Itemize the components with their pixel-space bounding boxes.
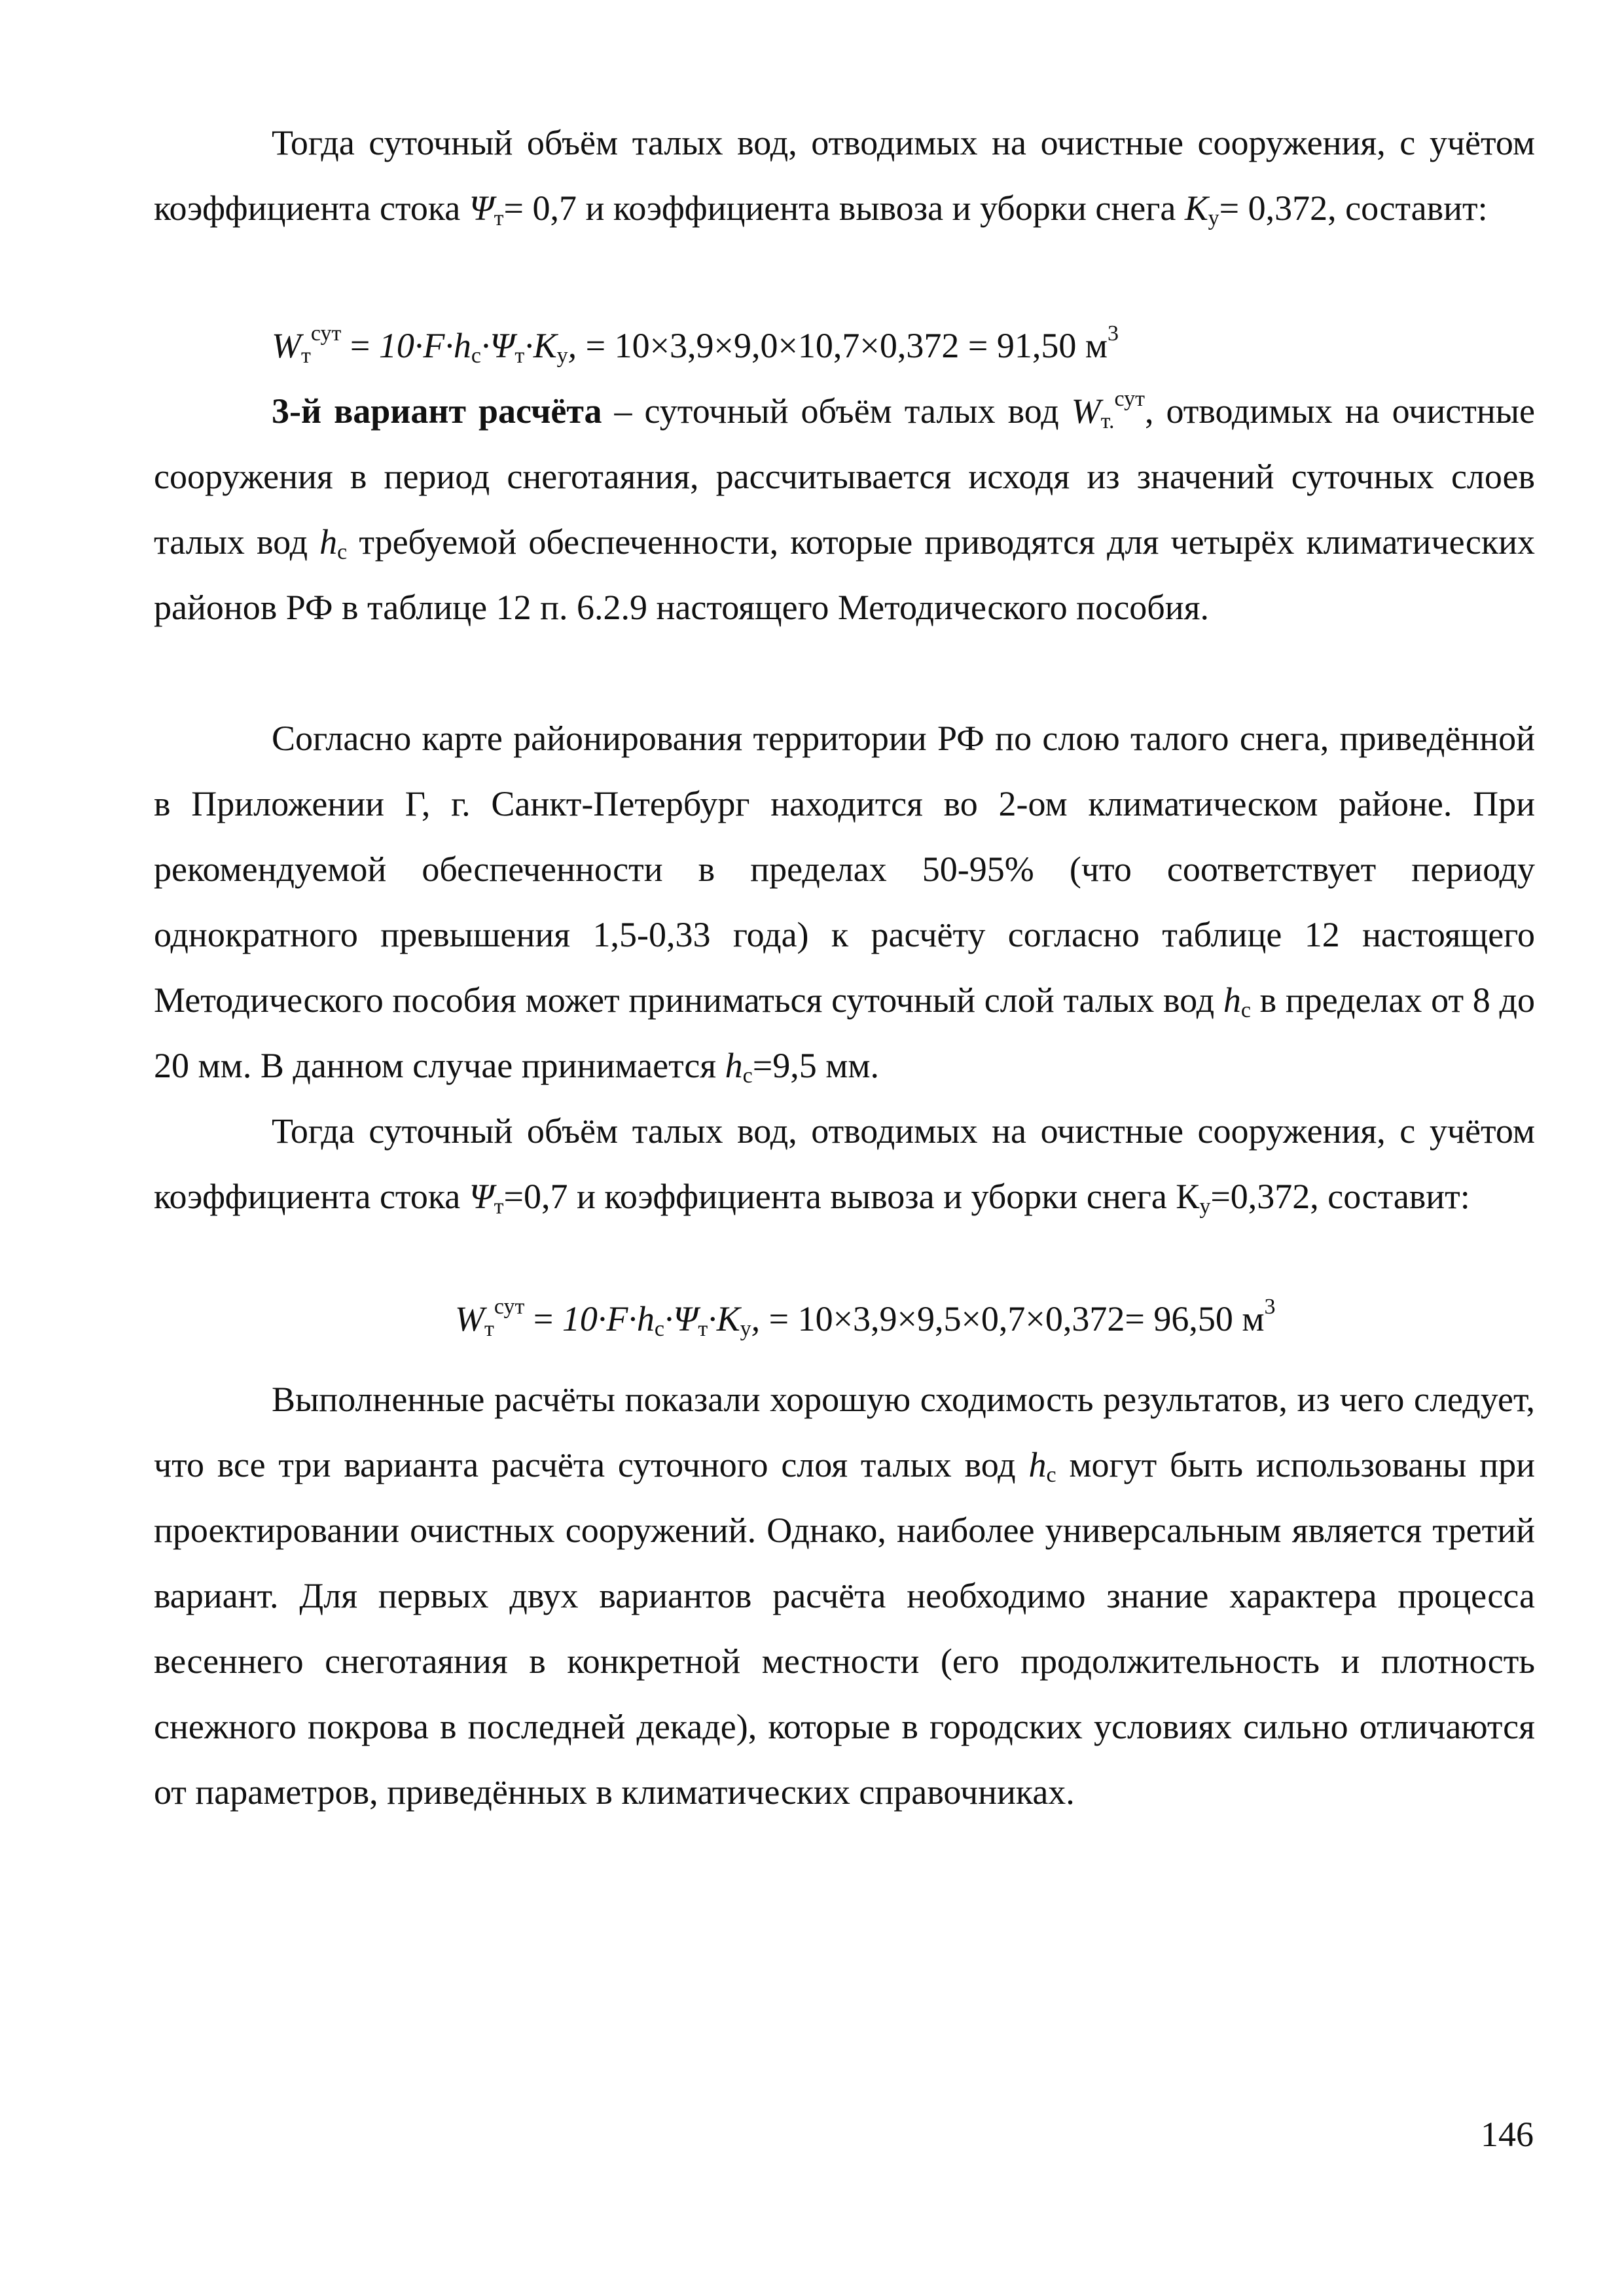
paragraph-2-h: h	[319, 522, 338, 562]
paragraph-3-text-a: Согласно карте районирования территории РФ по слою талого снега, приведённой в Приложении Г, г. Санкт-Петербург находится во 2-ом климатическом районе. При рекомендуемой обеспеченности в пределах 50-95% (что соответствует периоду однократного превышения 1,5-0,33 года) к расчёту согласно таблице 12 настоящего Методического пособия может приниматься суточный слой талых вод	[154, 719, 1535, 1020]
paragraph-3	[154, 706, 1535, 1098]
paragraph-4-block	[154, 1098, 1535, 1229]
page-number: 146	[1481, 2115, 1534, 2154]
formula-2-calc: = 10×3,9×9,5×0,7×0,372= 96,50 м	[760, 1299, 1265, 1338]
paragraph-2-bold-lead: 3-й вариант расчёта	[272, 391, 602, 431]
k-subscript: у	[1208, 206, 1219, 230]
formula-2-expr-c: ·К	[708, 1299, 740, 1338]
formula-1-expr-c: ·К	[524, 326, 557, 365]
paragraph-4-psi-symbol: Ψ	[469, 1177, 494, 1216]
psi-subscript: т	[494, 206, 504, 230]
paragraph-5-h: h	[1028, 1445, 1047, 1484]
formula-2-k-sub: y	[740, 1317, 751, 1341]
paragraph-3-h2-sub: с	[742, 1064, 753, 1088]
formula-1-eq: =	[341, 326, 379, 365]
paragraph-3-block	[154, 706, 1535, 1098]
formula-2-unit-sup: 3	[1264, 1295, 1276, 1319]
paragraph-2-text-a: – суточный объём талых вод	[602, 391, 1072, 431]
formula-2-expr-b: ·Ψ	[664, 1299, 698, 1338]
k-symbol: К	[1184, 188, 1208, 228]
formula-2-eq: =	[524, 1299, 562, 1338]
paragraph-2-h-sub: c	[337, 540, 348, 564]
paragraph-1	[154, 110, 1535, 241]
formula-1-unit-sup: 3	[1108, 321, 1119, 346]
paragraph-2-w-sup: сут	[1114, 387, 1145, 411]
paragraph-2-text-c: требуемой обеспеченности, которые приводятся для четырёх климатических районов РФ в таблице 12 п. 6.2.9 настоящего Методического пособия.	[154, 522, 1535, 627]
paragraph-4-psi-sub: т	[494, 1194, 504, 1219]
paragraph-4-k-value: =0,372, составит:	[1210, 1177, 1470, 1216]
paragraph-1-text-c: составит:	[1336, 188, 1488, 228]
paragraph-2-w: W	[1071, 391, 1101, 431]
paragraph-5	[154, 1367, 1535, 1825]
paragraph-5-block	[154, 1367, 1535, 1825]
paragraph-3-h2: h	[725, 1046, 743, 1085]
paragraph-2-w-sub: т.	[1100, 409, 1115, 433]
formula-1-w: W	[272, 326, 301, 365]
psi-value: = 0,7	[503, 188, 577, 228]
formula-2-psi-sub: т	[698, 1317, 708, 1341]
formula-1-k-sub: у	[556, 344, 568, 368]
paragraph-1-block	[154, 110, 1535, 241]
formula-2	[455, 1286, 1276, 1352]
paragraph-1-text-b: и коэффициента вывоза и уборки снега	[577, 188, 1185, 228]
paragraph-4-psi-value: =0,7	[503, 1177, 568, 1216]
formula-2-comma: ,	[751, 1299, 761, 1338]
formula-1-calc: = 10×3,9×9,0×10,7×0,372 = 91,50 м	[577, 326, 1108, 365]
formula-1-expr-b: ·Ψ	[480, 326, 515, 365]
formula-2-w: W	[455, 1299, 484, 1338]
paragraph-5-text-b: могут быть использованы при проектировании очистных сооружений. Однако, наиболее универсальным является третий вариант. Для первых двух вариантов расчёта необходимо знание характера процесса весеннего снеготаяния в конкретной местности (его продолжительность и плотность снежного покрова в последней декаде), которые в городских условиях сильно отличаются от параметров, приведённых в климатических справочниках.	[154, 1445, 1535, 1812]
formula-1-psi-sub: т	[514, 344, 525, 368]
paragraph-3-text-b: в пределах от 8 до 20 мм. В данном случае принимается	[154, 980, 1535, 1085]
formula-1-w-sub: т	[300, 344, 311, 368]
paragraph-3-h-sub: с	[1240, 998, 1251, 1022]
paragraph-2-text-b: , отводимых на очистные сооружения в период снеготаяния, рассчитывается исходя из значений суточных слоев талых вод	[154, 391, 1535, 562]
formula-2-w-sup: сут	[494, 1295, 525, 1319]
formula-1-w-sup: сут	[310, 321, 342, 346]
formula-2-w-sub: т	[484, 1317, 494, 1341]
paragraph-4	[154, 1098, 1535, 1229]
paragraph-2	[154, 378, 1535, 640]
paragraph-5-h-sub: с	[1046, 1463, 1056, 1487]
paragraph-1-text-a: Тогда суточный объём талых вод, отводимых на очистные сооружения, с учётом коэффициента стока	[154, 123, 1535, 228]
formula-1	[272, 313, 1119, 378]
paragraph-3-text-c: =9,5 мм.	[752, 1046, 880, 1085]
paragraph-4-k-sub: у	[1199, 1194, 1211, 1219]
formula-2-expr-a: 10·F·h	[562, 1299, 655, 1338]
formula-1-h-sub: с	[471, 344, 481, 368]
psi-symbol: Ψ	[469, 188, 494, 228]
k-value: = 0,372,	[1219, 188, 1337, 228]
paragraph-4-text-b: и коэффициента вывоза и уборки снега К	[568, 1177, 1200, 1216]
formula-1-expr-a: 10·F·h	[378, 326, 471, 365]
paragraph-5-text-a: Выполненные расчёты показали хорошую сходимость результатов, из чего следует, что все три варианта расчёта суточного слоя талых вод	[154, 1380, 1535, 1484]
formula-1-comma: ,	[568, 326, 577, 365]
formula-2-h-sub: c	[654, 1317, 664, 1341]
paragraph-3-h: h	[1223, 980, 1241, 1020]
paragraph-2-block	[154, 378, 1535, 640]
paragraph-4-text-a: Тогда суточный объём талых вод, отводимых на очистные сооружения, с учётом коэффициента стока	[154, 1111, 1535, 1216]
